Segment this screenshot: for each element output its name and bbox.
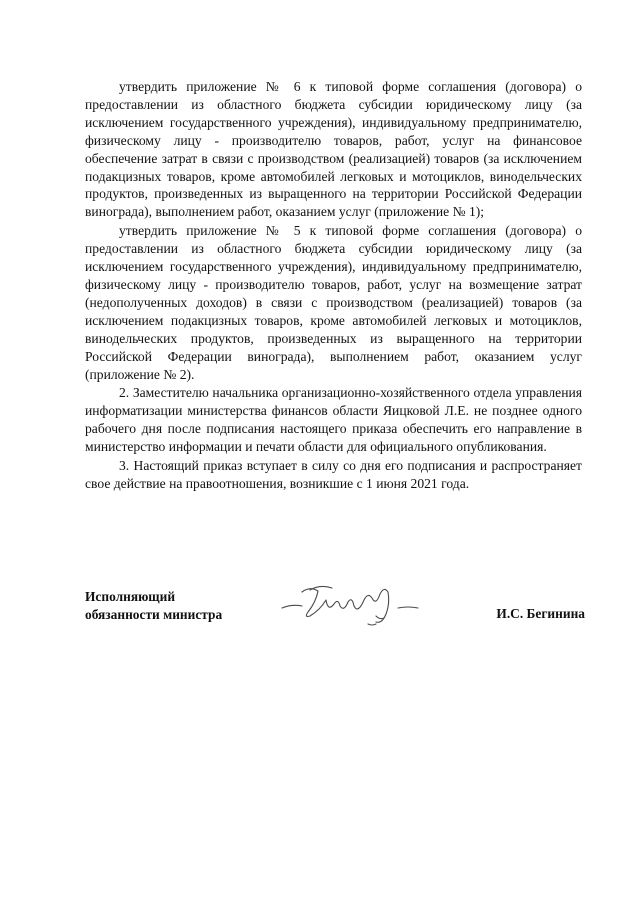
paragraph-appendix-5: утвердить приложение № 5 к типовой форме соглашения (договора) о предоставлении из областного бюджета субсидии юридическому лицу (за исключением государственного учреждения), индивидуальному предпринимателю, физическому лицу - производителю товаров, работ, услуг на возмещение затрат (недополученных доходов) в связи с производством (реализацией) товаров (за исключением подакцизных товаров, кроме автомобилей легковых и мотоциклов, винодельческих продуктов, произведенных из выращенного на территории Российской Федерации винограда), выполнением работ, оказанием услуг (приложение № 2).: [85, 223, 582, 382]
signatory-position-line-1: Исполняющий: [85, 589, 176, 604]
signatory-name: И.С. Бегинина: [496, 606, 585, 621]
paragraph-item-2: 2. Заместителю начальника организационно-хозяйственного отдела управления информатизации министерства финансов области Яицковой Л.Е. не позднее одного рабочего дня после подписания настоящего приказа обеспечить его направление в министерство информации и печати области для официального опубликования.: [85, 385, 582, 455]
paragraph-appendix-6: утвердить приложение № 6 к типовой форме соглашения (договора) о предоставлении из областного бюджета субсидии юридическому лицу (за исключением государственного учреждения), индивидуальному предпринимателю, физическому лицу - производителю товаров, работ, услуг на финансовое обеспечение затрат в связи с производством (реализацией) товаров (за исключением подакцизных товаров, кроме автомобилей легковых и мотоциклов, винодельческих продуктов, произведенных из выращенного на территории Российской Федерации винограда), выполнением работ, оказанием услуг (приложение № 1);: [85, 79, 582, 220]
handwritten-signature: [280, 582, 430, 632]
order-body-text: [85, 78, 582, 494]
signatory-position: [85, 588, 222, 623]
paragraph-item-3: 3. Настоящий приказ вступает в силу со дня его подписания и распространяет свое действие на правоотношения, возникшие с 1 июня 2021 года.: [85, 458, 582, 491]
signature-block: [85, 588, 585, 648]
signatory-position-line-2: обязанности министра: [85, 606, 223, 622]
